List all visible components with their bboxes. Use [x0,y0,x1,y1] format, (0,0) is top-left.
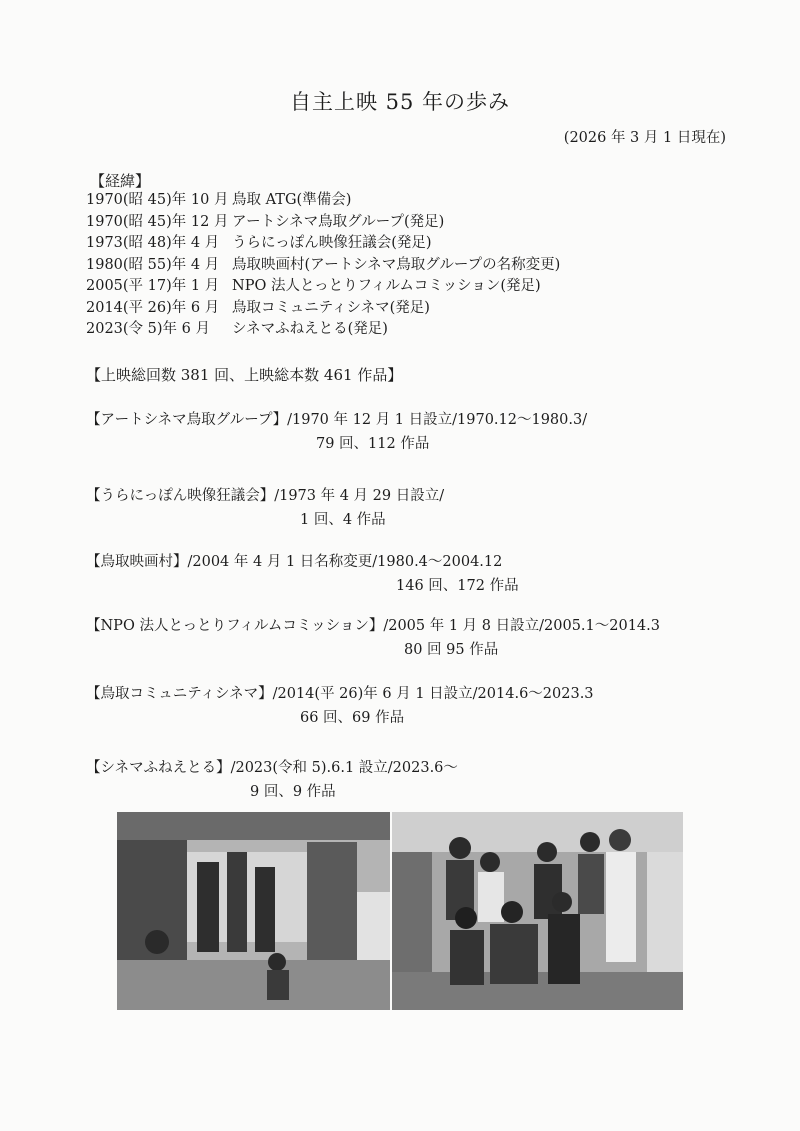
photo-row [117,812,683,1010]
group-detail: /1970 年 12 月 1 日設立/1970.12～1980.3/ [287,412,588,428]
group-name: 【鳥取コミュニティシネマ】 [86,686,273,702]
group-stats: 9 回、9 作品 [250,784,336,800]
group-name: 【うらにっぽん映像狂議会】 [86,488,275,504]
group-name: 【シネマふねえとる】 [86,760,231,776]
history-event: 鳥取コミュニティシネマ(発足) [232,299,430,316]
history-event: アートシネマ鳥取グループ(発足) [232,213,445,230]
history-heading: 【経緯】 [90,172,151,190]
group-detail: /2023(令和 5).6.1 設立/2023.6～ [230,760,458,776]
group-community-cinema [86,682,594,730]
history-date: 1980(昭 55)年 4 月 [86,256,220,273]
history-list [86,190,560,341]
history-entry [86,233,560,255]
group-art-cinema [86,408,587,456]
history-date: 1970(昭 45)年 12 月 [86,213,229,230]
history-entry [86,319,560,341]
history-entry [86,190,560,212]
group-cinema-funeetoru [86,756,458,804]
group-stats: 79 回、112 作品 [316,436,430,452]
history-event: NPO 法人とっとりフィルムコミッション(発足) [232,278,541,294]
history-date: 2023(令 5)年 6 月 [86,321,210,337]
history-date: 2014(平 26)年 6 月 [86,299,220,316]
screening-totals: 【上映総回数 381 回、上映総本数 461 作品】 [86,366,403,384]
history-event: 鳥取 ATG(準備会) [232,192,352,208]
group-stats: 80 回 95 作品 [404,642,499,658]
history-entry [86,255,560,277]
history-date: 1973(昭 48)年 4 月 [86,235,220,251]
group-image [392,812,683,1010]
group-detail: /2014(平 26)年 6 月 1 日設立/2014.6～2023.3 [272,686,594,702]
group-detail: /2004 年 4 月 1 日名称変更/1980.4～2004.12 [187,554,503,570]
history-entry [86,212,560,234]
group-name: 【アートシネマ鳥取グループ】 [86,412,288,428]
photo-group [392,812,683,1010]
history-date: 1970(昭 45)年 10 月 [86,192,229,208]
group-npo-film-commission [86,614,660,662]
history-event: 鳥取映画村(アートシネマ鳥取グループの名称変更) [232,256,561,273]
storefront-image [117,812,390,1010]
group-detail: /1973 年 4 月 29 日設立/ [274,488,445,504]
group-urani-ppon [86,484,444,532]
group-name: 【NPO 法人とっとりフィルムコミッション】 [86,618,384,634]
page-title: 自主上映 55 年の歩み [289,90,511,114]
history-entry [86,276,560,298]
history-date: 2005(平 17)年 1 月 [86,278,220,294]
as-of-date: (2026 年 3 月 1 日現在) [563,130,726,146]
photo-storefront [117,812,390,1010]
group-stats: 66 回、69 作品 [300,710,405,726]
history-event: シネマふねえとる(発足) [232,321,388,337]
group-stats: 1 回、4 作品 [300,512,386,528]
group-stats: 146 回、172 作品 [396,578,519,594]
group-name: 【鳥取映画村】 [86,554,188,570]
group-tottori-eigamura [86,550,519,598]
history-entry [86,298,560,320]
history-event: うらにっぽん映像狂議会(発足) [232,235,432,251]
group-detail: /2005 年 1 月 8 日設立/2005.1～2014.3 [383,618,660,634]
